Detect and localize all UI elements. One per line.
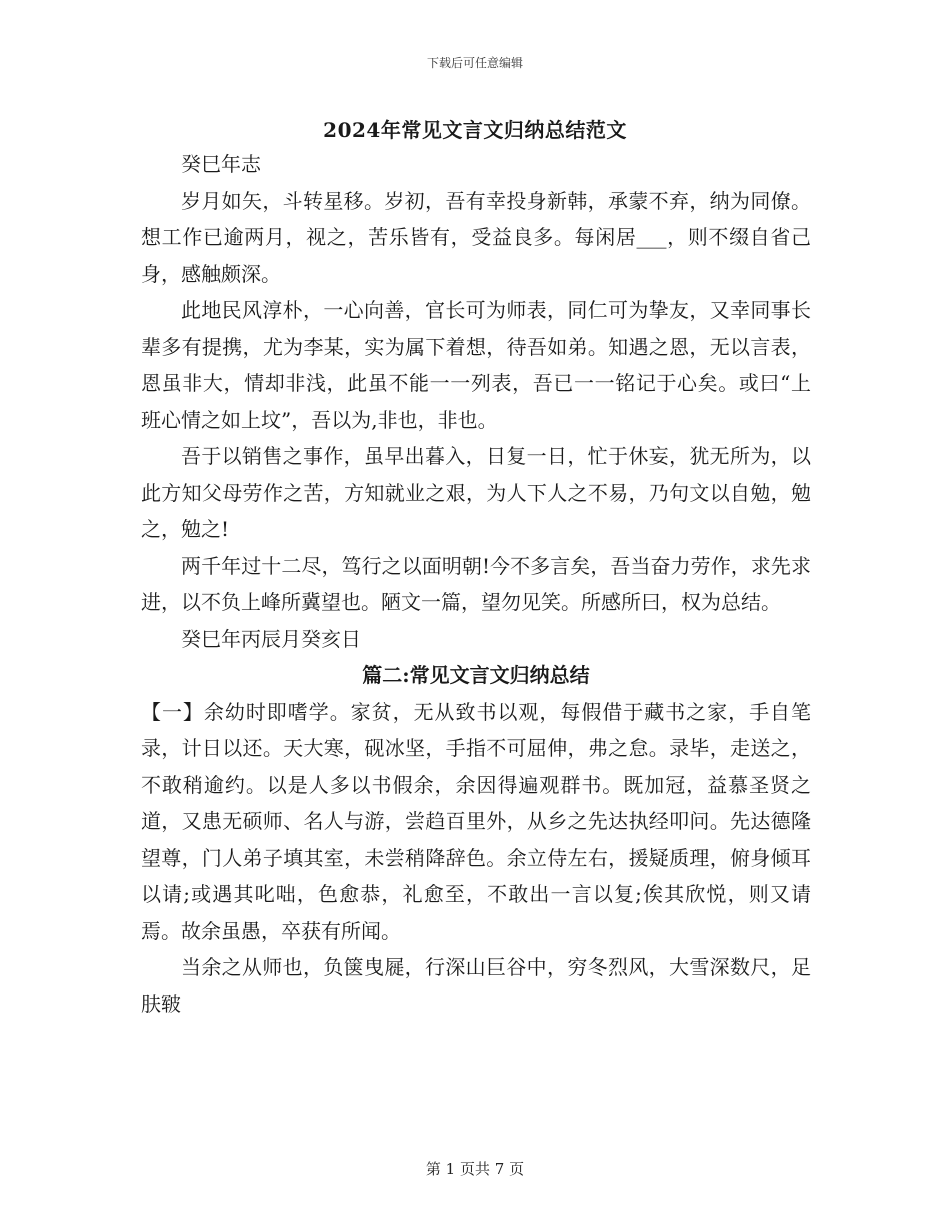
- paragraph: 当余之从师也，负箧曳屣，行深山巨谷中，穷冬烈风，大雪深数尺，足肤皲: [141, 955, 811, 1016]
- paragraph-signoff-date: 癸巳年丙辰月癸亥日: [181, 626, 361, 651]
- section-2-title: 篇二:常见文言文归纳总结: [362, 663, 590, 687]
- paragraph-date-heading: 癸巳年志: [181, 152, 261, 176]
- document-body: [141, 146, 811, 1022]
- paragraph: 吾于以销售之事作，虽早出暮入，日复一日，忙于休妄，犹无所为，以此方知父母劳作之苦，方知就业之艰，为人下人之不易，乃句文以自勉，勉之，勉之!: [141, 444, 811, 541]
- paragraph: 【一】余幼时即嗜学。家贫，无从致书以观，每假借于藏书之家，手自笔录，计日以还。天大寒，砚冰坚，手指不可屈伸，弗之怠。录毕，走送之，不敢稍逾约。以是人多以书假余，余因得遍观群书。既加冠，益慕圣贤之道，又患无硕师、名人与游，尝趋百里外，从乡之先达执经叩问。先达德隆望尊，门人弟子填其室，未尝稍降辞色。余立侍左右，援疑质理，俯身倾耳以请;或遇其叱咄，色愈恭，礼愈至，不敢出一言以复;俟其欣悦，则又请焉。故余虽愚，卒获有所闻。: [141, 699, 811, 943]
- paragraph: 岁月如矢，斗转星移。岁初，吾有幸投身新韩，承蒙不弃，纳为同僚。想工作已逾两月，视之，苦乐皆有，受益良多。每闲居___，则不缀自省己身，感触颇深。: [141, 188, 811, 286]
- document-title: 2024年常见文言文归纳总结范文: [323, 118, 627, 142]
- page-number-footer: 第 1 页共 7 页: [425, 1160, 525, 1178]
- page-header-note: 下载后可任意编辑: [426, 56, 523, 70]
- paragraph: 两千年过十二尽，笃行之以面明朝!今不多言矣，吾当奋力劳作，求先求进，以不负上峰所冀望也。陋文一篇，望勿见笑。所感所曰，权为总结。: [141, 553, 811, 614]
- paragraph: 此地民风淳朴，一心向善，官长可为师表，同仁可为挚友，又幸同事长辈多有提携，尤为李某，实为属下着想，待吾如弟。知遇之恩，无以言表，恩虽非大，情却非浅，此虽不能一一列表，吾已一一铭记于心矣。或曰“上班心情之如上坟”，吾以为,非也，非也。: [141, 298, 811, 432]
